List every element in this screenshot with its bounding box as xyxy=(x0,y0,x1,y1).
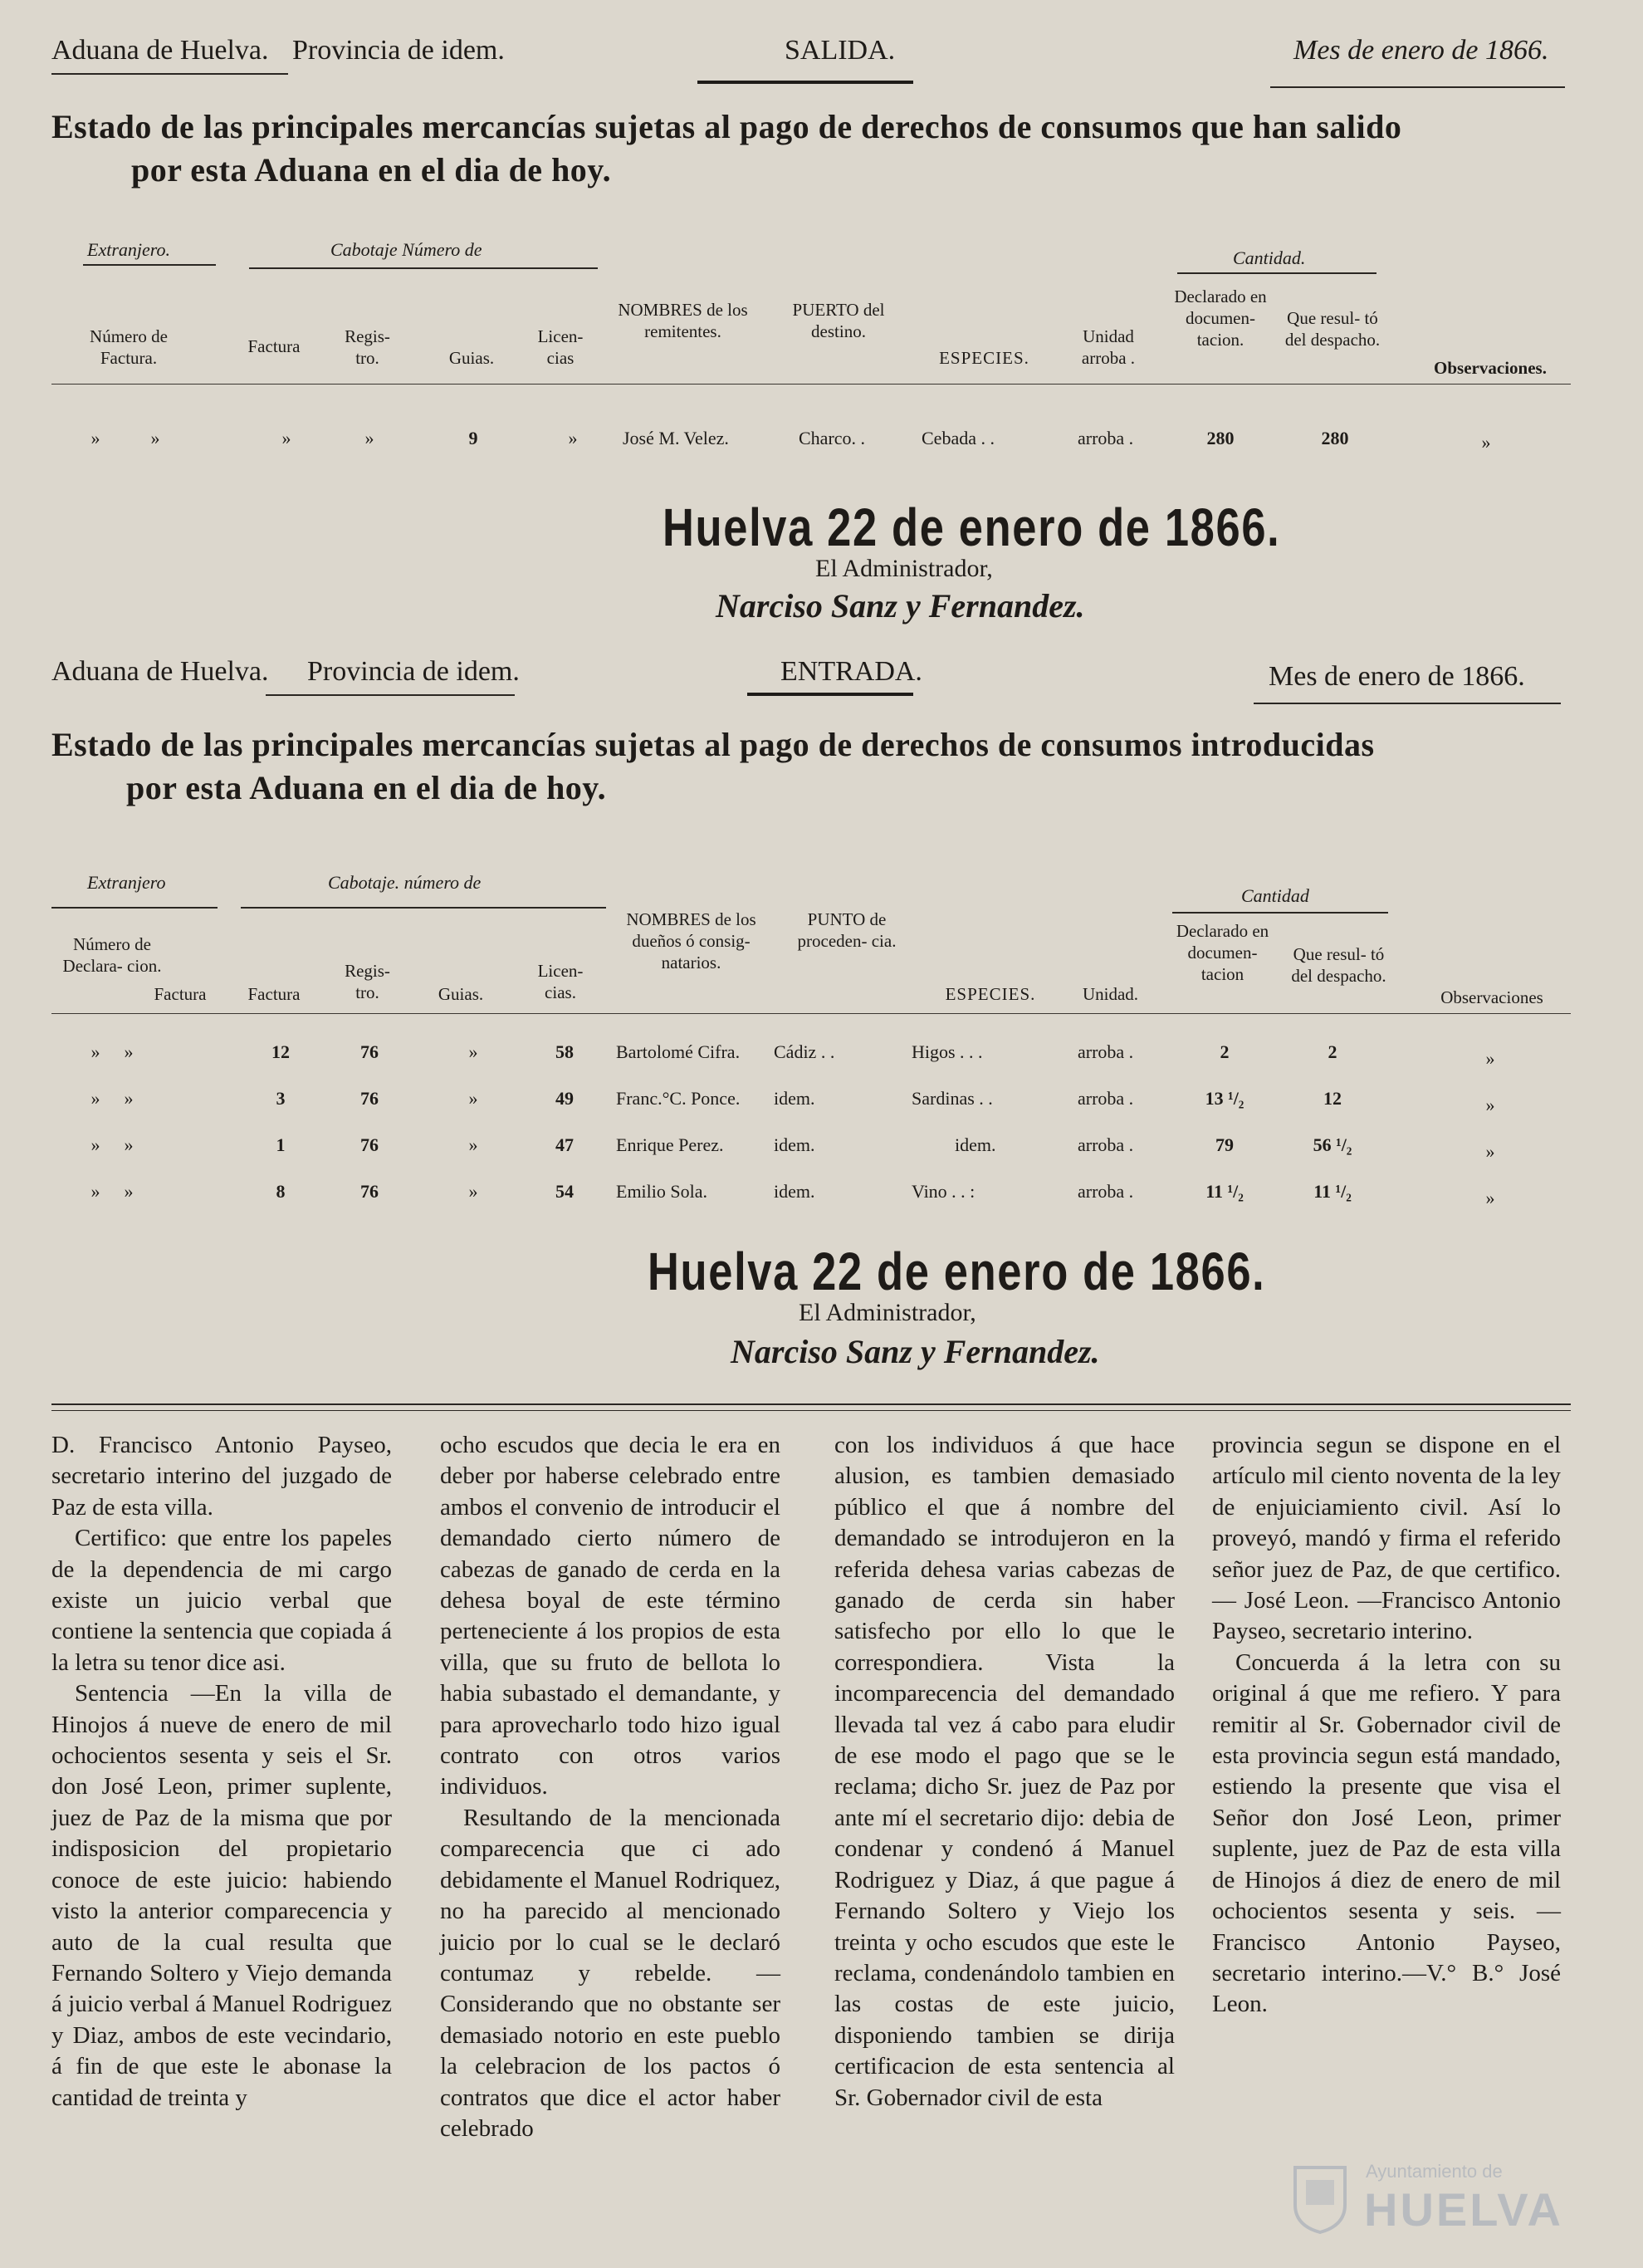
entrada-provincia: Provincia de idem. xyxy=(307,656,520,687)
article-paragraph: ocho escudos que decia le era en deber por haberse celebrado entre ambos el convenio de introducir el demandado cierto número de cabezas de ganado de cerda en la dehesa boyal de este término perteneciente á los propios de esta villa, que su fruto de bellota lo habia subastado el demandante, y para aprovecharlo todo hizo igual contrato con otros varios individuos. xyxy=(440,1432,780,1800)
salida-col-factura: Factura xyxy=(247,336,301,356)
salida-group-rule-2 xyxy=(249,267,598,269)
entrada-col-guias: Guias. xyxy=(438,984,484,1004)
entrada-col-resulto: Que resul- tó del despacho. xyxy=(1291,944,1386,986)
entrada-title-line1: Estado de las principales mercancías sujetas al pago de derechos de consumos introducidas xyxy=(51,726,1375,763)
entrada-cell-licencias: 58 xyxy=(555,1041,574,1062)
salida-col-registro: Regis- tro. xyxy=(345,326,390,368)
salida-place-date: Huelva 22 de enero de 1866. xyxy=(663,497,1281,557)
entrada-cell-resulto: 2 xyxy=(1328,1041,1337,1062)
entrada-cell: » xyxy=(124,1088,134,1109)
entrada-header-rule xyxy=(51,1013,1571,1014)
salida-cell-observaciones: » xyxy=(1481,432,1491,453)
salida-title-line1: Estado de las principales mercancías sujetas al pago de derechos de consumos que han salido xyxy=(51,108,1402,145)
salida-group-rule-1 xyxy=(83,264,216,266)
salida-rule-left xyxy=(51,73,288,75)
entrada-col-registro: Regis- tro. xyxy=(345,961,390,1002)
salida-header-rule xyxy=(51,384,1571,385)
entrada-col-declarado: Declarado en documen- tacion xyxy=(1176,921,1269,984)
entrada-cell-resulto: 11 ¹/₂ xyxy=(1313,1181,1352,1202)
article-paragraph: con los individuos á que hace alusion, es tambien demasiado público el que á nombre del demandado se introdujeron en la referida dehesa varias cabezas de ganado de cerda sin haber satisfecho por ello lo que le correspondiera. Vista la incomparecencia del demandado llevada tal vez á cabo para eludir de ese modo el pago que se le reclama; dicho Sr. juez de Paz por ante mí el secretario dijo: debia de condenar y condenó á Manuel Rodriguez y Diaz, á que pague á Fernando Soltero y Viejo los treinta y ocho escudos que este le reclama, condenándolo tambien en las costas de este juicio, disponiendo tambien se dirija certificacion de esta sentencia al Sr. Gobernador civil de esta xyxy=(834,1432,1175,2111)
entrada-cell-punto: Cádiz . . xyxy=(774,1041,835,1062)
salida-cell: » xyxy=(150,428,160,448)
article-column-1 xyxy=(51,1430,392,2114)
entrada-cell-factura: 1 xyxy=(276,1134,286,1155)
entrada-col-numero: Número de Declara- cion. xyxy=(62,934,162,976)
entrada-cell-factura: 8 xyxy=(276,1181,286,1202)
salida-cell: » xyxy=(568,428,578,448)
entrada-group-cantidad: Cantidad xyxy=(1241,885,1309,906)
coat-of-arms-icon xyxy=(1291,2159,1349,2234)
entrada-title-line2: por esta Aduana en el dia de hoy. xyxy=(126,769,607,806)
section-divider xyxy=(51,1403,1571,1405)
entrada-cell: » xyxy=(90,1041,100,1062)
entrada-col-factura: Factura xyxy=(247,984,301,1004)
entrada-cell-registro: 76 xyxy=(360,1041,379,1062)
salida-month: Mes de enero de 1866. xyxy=(1293,35,1549,66)
entrada-rule-left xyxy=(266,694,515,696)
entrada-cell-registro: 76 xyxy=(360,1134,379,1155)
entrada-cell-unidad: arroba . xyxy=(1078,1088,1134,1109)
salida-cell-unidad: arroba . xyxy=(1078,428,1134,448)
salida-group-extranjero: Extranjero. xyxy=(87,239,170,260)
entrada-cell-especie: idem. xyxy=(955,1134,996,1155)
entrada-group-extranjero: Extranjero xyxy=(87,872,166,893)
entrada-cell: » xyxy=(468,1134,478,1155)
salida-col-resulto: Que resul- tó del despacho. xyxy=(1284,308,1381,350)
entrada-cell-unidad: arroba . xyxy=(1078,1041,1134,1062)
watermark-big-text: HUELVA xyxy=(1364,2183,1563,2236)
article-column-3 xyxy=(834,1430,1175,2114)
entrada-section-label: ENTRADA. xyxy=(780,656,922,687)
salida-group-cantidad: Cantidad. xyxy=(1233,247,1306,268)
entrada-cell-resulto: 56 ¹/₂ xyxy=(1313,1134,1352,1155)
salida-cell-guias: 9 xyxy=(468,428,478,448)
entrada-cell-nombre: Emilio Sola. xyxy=(616,1181,707,1202)
entrada-cell: » xyxy=(124,1041,134,1062)
salida-col-puerto: PUERTO del destino. xyxy=(792,300,885,341)
entrada-cell-licencias: 54 xyxy=(555,1181,574,1202)
entrada-cell: » xyxy=(468,1041,478,1062)
entrada-cell-especie: Sardinas . . xyxy=(912,1088,993,1109)
salida-provincia: Provincia de idem. xyxy=(292,35,505,66)
entrada-col-especies: ESPECIES. xyxy=(945,984,1036,1004)
entrada-cell-declarado: 13 ¹/₂ xyxy=(1205,1088,1244,1109)
entrada-cell-declarado: 11 ¹/₂ xyxy=(1205,1181,1244,1202)
article-paragraph: Resultando de la mencionada comparecencia que ci ado debidamente el Manuel Rodriquez, no ha parecido al mencionado juicio por lo cual se le declaró contumaz y rebelde. —Considerando que no obstante ser demasiado notorio en este pueblo la celebracion de los pactos ó contratos que dice el actor haber celebrado xyxy=(440,1804,780,2142)
entrada-cell-nombre: Franc.°C. Ponce. xyxy=(616,1088,741,1109)
salida-col-unidad: Unidad arroba . xyxy=(1081,326,1136,368)
salida-signature: Narciso Sanz y Fernandez. xyxy=(716,587,1085,625)
salida-cell-especie: Cebada . . xyxy=(922,428,995,448)
salida-aduana: Aduana de Huelva. xyxy=(51,35,269,66)
entrada-cell-licencias: 47 xyxy=(555,1134,574,1155)
entrada-signature: Narciso Sanz y Fernandez. xyxy=(731,1333,1100,1370)
entrada-cell: » xyxy=(90,1088,100,1109)
entrada-group-cabotaje: Cabotaje. número de xyxy=(328,872,482,893)
entrada-cell-declarado: 79 xyxy=(1215,1134,1234,1155)
salida-cell: » xyxy=(90,428,100,448)
entrada-cell: » xyxy=(468,1088,478,1109)
entrada-col-unidad: Unidad. xyxy=(1082,984,1139,1004)
entrada-ornament-rule xyxy=(747,693,913,696)
article-paragraph: Sentencia —En la villa de Hinojos á nueve de enero de mil ochocientos sesenta y seis el Sr. don José Leon, primer suplente, juez de Paz de la misma que por indisposicion del propietario conoce de este juicio: habiendo visto la anterior comparecencia y auto de la cual resulta que Fernando Soltero y Viejo demanda á juicio verbal á Manuel Rodriguez y Diaz, ambos de este vecindario, á fin de que este le abonase la cantidad de treinta y xyxy=(51,1680,392,2111)
entrada-cell-especie: Vino . . : xyxy=(912,1181,976,1202)
salida-col-declarado: Declarado en documen- tacion. xyxy=(1174,287,1267,350)
salida-group-rule-3 xyxy=(1177,272,1377,274)
entrada-cell: » xyxy=(90,1181,100,1202)
article-paragraph: D. Francisco Antonio Payseo, secretario interino del juzgado de Paz de esta villa. xyxy=(51,1432,392,1521)
entrada-cell: » xyxy=(468,1181,478,1202)
entrada-col-punto: PUNTO de proceden- cia. xyxy=(797,909,897,951)
article-column-2 xyxy=(440,1430,780,2144)
entrada-cell: » xyxy=(124,1181,134,1202)
entrada-col-observaciones: Observaciones xyxy=(1440,987,1543,1007)
article-paragraph: provincia segun se dispone en el artículo mil ciento noventa de la ley de enjuiciamiento civil. Así lo proveyó, mandó y firma el referido señor juez de Paz, de que certifico.— José Leon. —Francisco Antonio Payseo, secretario interino. xyxy=(1212,1432,1561,1645)
salida-section-label: SALIDA. xyxy=(785,35,896,66)
section-divider-thin xyxy=(51,1410,1571,1411)
salida-cell-declarado: 280 xyxy=(1206,428,1235,448)
entrada-cell-observaciones: » xyxy=(1485,1188,1495,1208)
salida-col-numero: Número de Factura. xyxy=(90,326,168,368)
entrada-cell-nombre: Enrique Perez. xyxy=(616,1134,724,1155)
entrada-cell-observaciones: » xyxy=(1485,1048,1495,1069)
entrada-admin-label: El Administrador, xyxy=(799,1299,976,1326)
entrada-cell-especie: Higos . . . xyxy=(912,1041,983,1062)
entrada-place-date: Huelva 22 de enero de 1866. xyxy=(648,1242,1266,1301)
article-paragraph: Certifico: que entre los papeles de la dependencia de mi cargo existe un juicio verbal que contiene la sentencia que copiada á la letra su tenor dice asi. xyxy=(51,1525,392,1676)
entrada-cell-declarado: 2 xyxy=(1220,1041,1230,1062)
salida-cell: » xyxy=(364,428,374,448)
entrada-cell: » xyxy=(90,1134,100,1155)
salida-ornament-rule xyxy=(697,81,913,84)
salida-rule-right xyxy=(1270,86,1565,88)
salida-cell-puerto: Charco. . xyxy=(799,428,866,448)
entrada-cell-unidad: arroba . xyxy=(1078,1181,1134,1202)
salida-col-licencias: Licen- cias xyxy=(537,326,584,368)
entrada-aduana: Aduana de Huelva. xyxy=(51,656,269,687)
entrada-group-rule-1 xyxy=(51,907,218,909)
article-column-4 xyxy=(1212,1430,1561,2021)
salida-cell: » xyxy=(281,428,291,448)
entrada-cell-observaciones: » xyxy=(1485,1095,1495,1115)
entrada-cell-unidad: arroba . xyxy=(1078,1134,1134,1155)
salida-cell-nombre: José M. Velez. xyxy=(623,428,729,448)
entrada-cell-punto: idem. xyxy=(774,1088,815,1109)
entrada-cell-factura: 12 xyxy=(271,1041,290,1062)
entrada-cell-registro: 76 xyxy=(360,1181,379,1202)
entrada-cell-punto: idem. xyxy=(774,1134,815,1155)
salida-title-line2: por esta Aduana en el dia de hoy. xyxy=(131,151,612,189)
entrada-group-rule-3 xyxy=(1172,912,1388,914)
entrada-cell-punto: idem. xyxy=(774,1181,815,1202)
entrada-cell-licencias: 49 xyxy=(555,1088,574,1109)
entrada-month: Mes de enero de 1866. xyxy=(1269,661,1525,692)
salida-cell-resulto: 280 xyxy=(1321,428,1349,448)
article-paragraph: Concuerda á la letra con su original á que me refiero. Y para remitir al Sr. Gobernador civil de esta provincia segun está mandado, estiendo la presente que visa el Señor don José Leon, primer suplente, juez de Paz de esta villa de Hinojos á diez de enero de mil ochocientos sesenta y seis. —Francisco Antonio Payseo, secretario interino.—V.° B.° José Leon. xyxy=(1212,1648,1561,2018)
entrada-cell-resulto: 12 xyxy=(1323,1088,1342,1109)
salida-col-nombres: NOMBRES de los remitentes. xyxy=(618,300,748,341)
entrada-col-nombres: NOMBRES de los dueños ó consig- natarios. xyxy=(626,909,756,972)
entrada-col-factura-ext: Factura xyxy=(154,984,207,1004)
entrada-cell-nombre: Bartolomé Cifra. xyxy=(616,1041,741,1062)
entrada-cell-observaciones: » xyxy=(1485,1141,1495,1162)
watermark-small-text: Ayuntamiento de xyxy=(1366,2161,1503,2182)
entrada-rule-right xyxy=(1254,703,1561,704)
entrada-cell-registro: 76 xyxy=(360,1088,379,1109)
entrada-cell-factura: 3 xyxy=(276,1088,286,1109)
salida-col-especies: ESPECIES. xyxy=(939,348,1029,368)
entrada-group-rule-2 xyxy=(241,907,606,909)
salida-admin-label: El Administrador, xyxy=(815,555,993,582)
entrada-col-licencias: Licen- cias. xyxy=(537,961,584,1002)
salida-col-observaciones: Observaciones. xyxy=(1434,358,1547,378)
salida-group-cabotaje: Cabotaje Número de xyxy=(330,239,482,260)
entrada-cell: » xyxy=(124,1134,134,1155)
salida-col-guias: Guias. xyxy=(448,348,495,368)
